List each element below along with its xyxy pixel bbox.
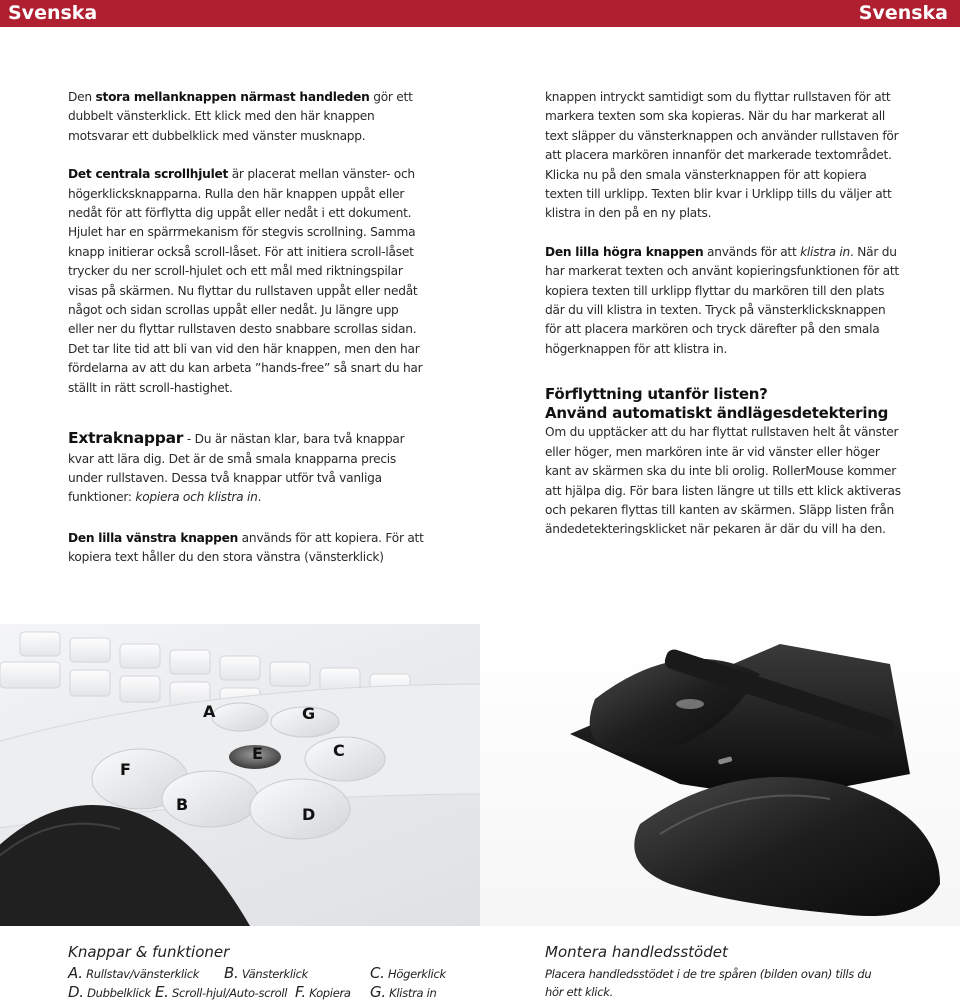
paragraph-double-click	[68, 88, 424, 146]
italic-run: kopiera och klistra in	[135, 490, 258, 505]
buttons-illustration	[0, 624, 480, 926]
buttons-legend	[68, 964, 468, 1004]
language-label-right: Svenska	[858, 2, 948, 24]
legend-item-g: G. Klistra in	[370, 983, 437, 1001]
legend-item-f: F. Kopiera	[295, 983, 351, 1001]
wrist-rest-illustration	[480, 624, 960, 926]
paragraph-paste-button	[545, 243, 901, 359]
legend-item-a: A. Rullstav/vänsterklick	[68, 964, 200, 982]
wrist-rest-caption-text: Placera handledsstödet i de tre spåren (bilden ovan) tills du hör ett klick.	[545, 967, 872, 999]
bold-run: Den lilla vänstra knappen	[68, 530, 239, 545]
extra-buttons-heading: Extraknappar	[68, 429, 184, 448]
photo-label-g: G	[302, 704, 316, 723]
photo-label-f: F	[120, 760, 131, 779]
buttons-caption-title: Knappar & funktioner	[68, 943, 230, 961]
legend-item-b: B. Vänsterklick	[224, 964, 309, 982]
text-run: gör ett dubbelt vänsterklick. Ett klick med den här knappen motsvarar ett dubbelklick med vänster musknapp.	[68, 90, 413, 143]
wrist-rest-caption	[545, 943, 885, 1001]
bold-run: Den lilla högra knappen	[545, 244, 704, 259]
section-heading-1: Förflyttning utanför listen?	[545, 385, 768, 404]
buttons-caption	[68, 943, 468, 1004]
paragraph-copy-continued: knappen intryckt samtidigt som du flyttar rullstaven för att markera texten som ska kopieras. När du har markerat all text släpper du vänsterknappen och använder rullstaven för att placera markören innanför det markerade textområdet. Klicka nu på den smala vänsterknappen för att kopiera texten till urklipp. Texten blir kvar i Urklipp tills du väljer att klistra in den på en ny plats.	[545, 90, 899, 221]
italic-run: klistra in	[800, 244, 851, 259]
product-photos	[0, 624, 960, 926]
text-run: är placerat mellan vänster- och högerklicksknapparna. Rulla den här knappen uppåt eller nedåt för att förflytta dig uppåt eller nedåt i ett dokument. Hjulet har en spärrmekanism för stegvis scrollning. Samma knapp initierar också scroll-låset. För att initiera scroll-låset trycker du ner scroll-hjulet och ett mål med riktningspilar visas på skärmen. Nu flyttar du rullstaven uppåt eller nedåt något och sidan scrollas uppåt eller nedåt. Ju längre upp eller ner du flyttar rullstaven desto snabbare scrollas sidan. Det tar lite tid att bli van vid den här knappen, men den har fördelarna av att du kan arbeta ”hands-free” så snart du har ställt in rätt scroll-hastighet.	[68, 167, 423, 395]
photo-label-d: D	[302, 805, 316, 824]
bold-run: Det centrala scrollhjulet	[68, 167, 229, 182]
left-text-column	[68, 88, 424, 587]
wrist-rest-caption-title: Montera handledsstödet	[545, 943, 728, 961]
language-label-left: Svenska	[8, 2, 98, 24]
header-bar	[0, 0, 960, 27]
text-run: .	[257, 490, 262, 505]
section-heading-2: Använd automatiskt ändlägesdetektering	[545, 404, 889, 423]
paragraph-copy-button	[68, 529, 424, 568]
photo-label-b: B	[176, 795, 189, 814]
text-run: används för att	[703, 244, 801, 259]
paragraph-scroll-wheel	[68, 165, 424, 398]
section-end-detection	[545, 385, 901, 539]
right-text-column	[545, 88, 901, 559]
paragraph-extra-buttons	[68, 428, 424, 508]
legend-item-e: E. Scroll-hjul/Auto-scroll	[155, 983, 288, 1001]
wrist-rest-photo	[480, 624, 960, 926]
text-run: - Du är nästan klar, bara två knappar kvar att lära dig. Det är de små smala knapparna precis under rullstaven. Dessa två knappar utför två vanliga funktioner:	[68, 432, 405, 505]
photo-label-a: A	[203, 702, 216, 721]
text-run: Den	[68, 90, 96, 104]
legend-item-c: C. Högerklick	[370, 964, 446, 982]
legend-item-d: D. Dubbelklick	[68, 983, 151, 1001]
text-run: . När du har markerat texten och använt kopieringsfunktionen för att kopiera texten till urklipp flyttar du markören till den plats där du vill klistra in texten. Tryck på vänsterklicksknappen för att placera markören och tryck därefter på den smala högerknappen för att klistra in.	[545, 244, 899, 356]
photo-label-e: E	[252, 744, 263, 763]
photo-label-c: C	[333, 741, 345, 760]
text-run: används för att kopiera. För att kopiera text håller du den stora vänstra (vänsterklick)	[68, 530, 424, 565]
rollermouse-buttons-photo	[0, 624, 480, 926]
paragraph-end-detection: Om du upptäcker att du har flyttat rullstaven helt åt vänster eller höger, men markören inte är vid vänster eller höger kant av skärmen ska du inte bli orolig. RollerMouse kommer att hjälpa dig. För bara listen längre ut tills ett klick aktiveras och pekaren flyttas till kanten av skärmen. Släpp listen från ändedetekteringsklicket när pekaren är där du vill ha den.	[545, 425, 901, 537]
bold-run: stora mellanknappen närmast handleden	[95, 90, 370, 104]
